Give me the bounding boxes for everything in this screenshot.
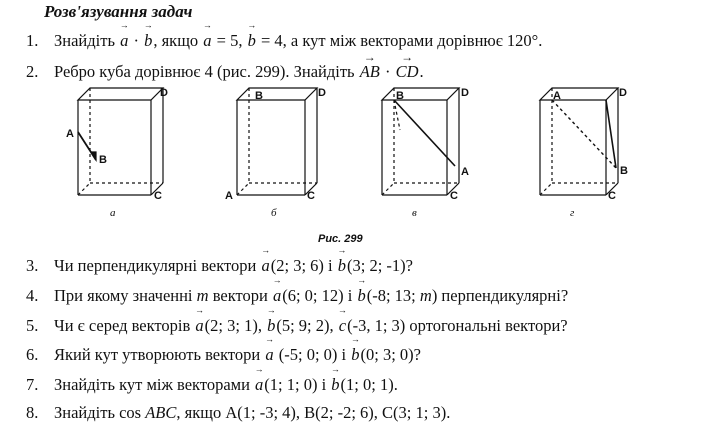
vector-b: → b	[356, 286, 366, 306]
point-label: B	[396, 90, 404, 102]
cube-sublabel: а	[110, 207, 116, 219]
vector-b: → b	[266, 316, 276, 336]
task-text: (2; 3; 6) і	[270, 256, 337, 275]
vector-b: → b	[143, 31, 153, 51]
vector-a: → a	[254, 375, 264, 395]
task-text: Знайдіть	[54, 31, 120, 50]
task-text: Знайдіть кут між векторами	[54, 375, 255, 394]
vector-a: → a	[194, 316, 204, 336]
cube-sublabel: в	[412, 207, 417, 219]
task-text: При якому значенні	[54, 286, 197, 305]
task-number: 7.	[26, 375, 39, 394]
task-8	[26, 403, 450, 423]
point-label: A	[66, 128, 74, 140]
point-label: A	[225, 190, 233, 202]
cube-b	[225, 87, 326, 219]
task-text: (0; 3; 0)?	[360, 345, 421, 364]
task-text: Який кут утворюють вектори	[54, 345, 265, 364]
task-text: .	[419, 62, 424, 81]
cube-sublabel: г	[570, 207, 575, 219]
task-6	[26, 345, 421, 365]
task-number: 1.	[26, 31, 39, 50]
task-text: , якщо A(1; -3; 4), B(2; -2; 6), C(3; 1; 3).	[176, 403, 451, 422]
task-number: 5.	[26, 316, 39, 335]
cube-v	[382, 87, 469, 219]
vector-b: → b	[330, 375, 340, 395]
point-label: D	[619, 87, 627, 99]
vector-b: → b	[247, 31, 257, 51]
point-label: C	[154, 190, 162, 202]
task-number: 3.	[26, 256, 39, 275]
task-text: Чи є серед векторів	[54, 316, 195, 335]
task-4	[26, 286, 568, 306]
task-text: (3; 2; -1)?	[346, 256, 413, 275]
point-label: C	[307, 190, 315, 202]
vector-a: → a	[260, 256, 270, 276]
dot-sign: ·	[129, 31, 144, 50]
task-5	[26, 316, 568, 336]
task-number: 2.	[26, 62, 39, 81]
vector-ab: → AB	[359, 62, 381, 82]
task-text: (-3, 1; 3) ортогональні вектори?	[347, 316, 568, 335]
vector-a: → a	[119, 31, 129, 51]
task-text: = 5,	[212, 31, 247, 50]
point-label: A	[461, 166, 469, 178]
task-text: Чи перпендикулярні вектори	[54, 256, 261, 275]
task-text: (1; 0; 1).	[340, 375, 398, 394]
point-label: B	[99, 154, 107, 166]
vector-cd: → CD	[395, 62, 420, 82]
variable-m: m	[419, 286, 432, 305]
task-3	[26, 256, 413, 276]
vector-a: → a	[272, 286, 282, 306]
task-text: (6; 0; 12) і	[282, 286, 357, 305]
cube-g	[540, 87, 628, 219]
task-text: (-5; 0; 0) і	[274, 345, 351, 364]
point-label: D	[318, 87, 326, 99]
variable-m: m	[196, 286, 209, 305]
task-text: , якщо	[153, 31, 203, 50]
task-text: (-8; 13;	[366, 286, 420, 305]
point-label: D	[160, 87, 168, 99]
vector-b: → b	[350, 345, 360, 365]
task-number: 4.	[26, 286, 39, 305]
task-text: вектори	[208, 286, 272, 305]
point-label: C	[608, 190, 616, 202]
task-text: (2; 3; 1),	[204, 316, 267, 335]
cube-sublabel: б	[271, 207, 277, 219]
cube-a	[66, 87, 168, 219]
task-text: ) перпендикулярні?	[431, 286, 569, 305]
vector-b: → b	[337, 256, 347, 276]
vector-a: → a	[264, 345, 274, 365]
section-heading: Розв'язування задач	[44, 2, 193, 21]
vector-a: → a	[202, 31, 212, 51]
point-label: C	[450, 190, 458, 202]
figure-caption: Рис. 299	[318, 233, 363, 245]
point-label: B	[620, 165, 628, 177]
task-text: (1; 1; 0) і	[264, 375, 331, 394]
task-text: Знайдіть cos	[54, 403, 146, 422]
task-number: 6.	[26, 345, 39, 364]
task-text: = 4, а кут між векторами дорівнює 120°.	[256, 31, 543, 50]
dot-sign: ·	[380, 62, 395, 81]
angle-abc: ABC	[145, 403, 177, 422]
vector-c: → c	[338, 316, 347, 336]
point-label: B	[255, 90, 263, 102]
task-text: (5; 9; 2),	[276, 316, 338, 335]
point-label: D	[461, 87, 469, 99]
task-number: 8.	[26, 403, 39, 422]
task-7	[26, 375, 398, 395]
task-text: Ребро куба дорівнює 4 (рис. 299). Знайдіть	[54, 62, 359, 81]
point-label: A	[553, 90, 561, 102]
